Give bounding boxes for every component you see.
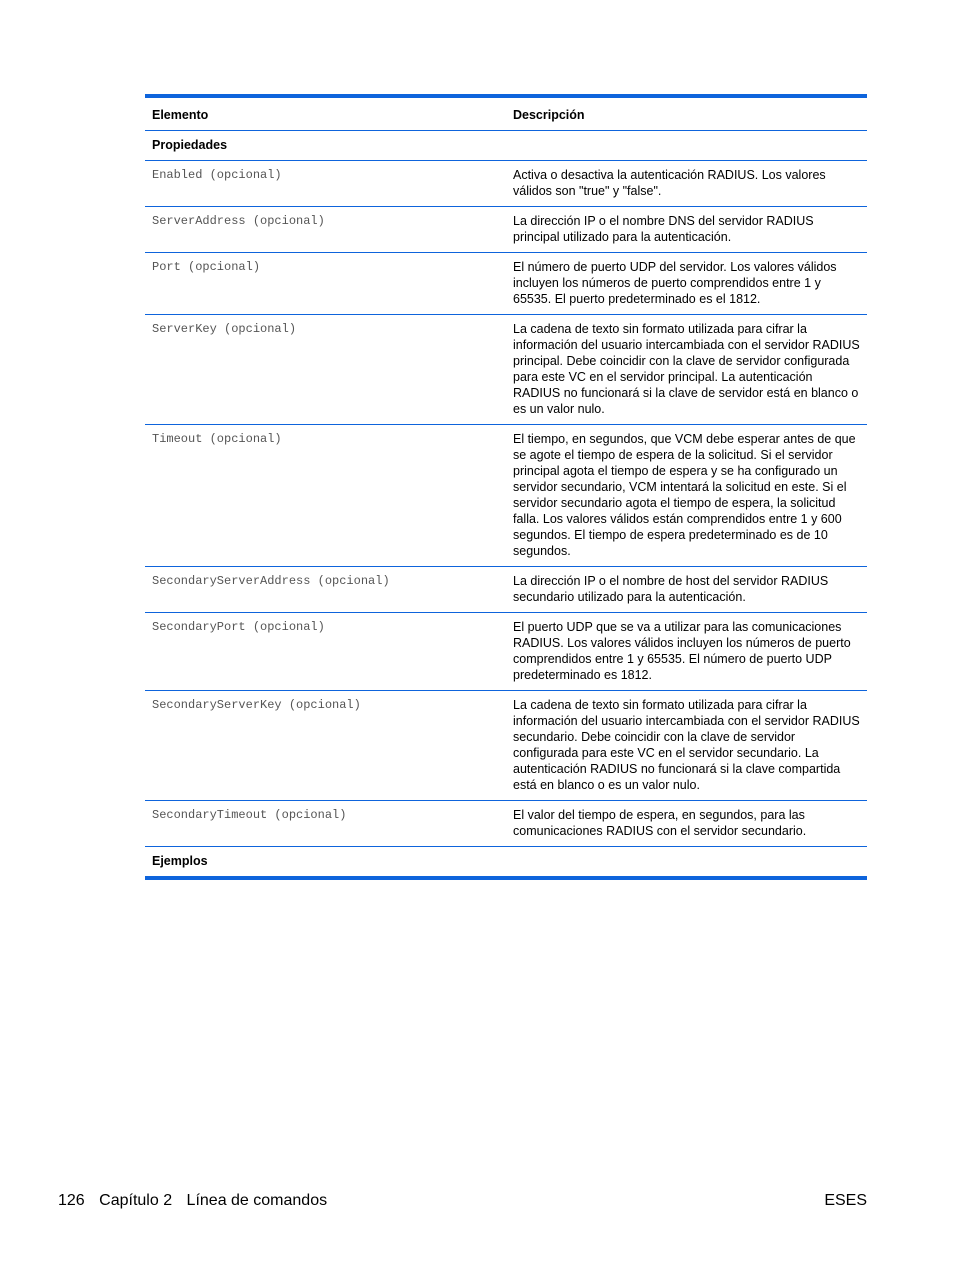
chapter-label: Capítulo 2 bbox=[99, 1192, 173, 1209]
row-description: El número de puerto UDP del servidor. Los valores válidos incluyen los números de puerto comprendidos entre 1 y 65535. El puerto predeterminado es el 1812. bbox=[506, 253, 867, 315]
chapter-title: Línea de comandos bbox=[186, 1192, 328, 1209]
section-row-properties bbox=[145, 131, 867, 161]
row-element: Enabled (opcional) bbox=[145, 161, 506, 207]
row-element: SecondaryPort (opcional) bbox=[145, 613, 506, 691]
row-element: SecondaryServerKey (opcional) bbox=[145, 691, 506, 801]
row-description: El valor del tiempo de espera, en segundos, para las comunicaciones RADIUS con el servidor secundario. bbox=[506, 801, 867, 847]
section-label-properties: Propiedades bbox=[145, 131, 506, 161]
row-description: Activa o desactiva la autenticación RADIUS. Los valores válidos son "true" y "false". bbox=[506, 161, 867, 207]
table-row bbox=[145, 253, 867, 315]
header-element: Elemento bbox=[145, 96, 506, 131]
row-element: Port (opcional) bbox=[145, 253, 506, 315]
page-footer-left bbox=[58, 1191, 337, 1211]
row-description: La dirección IP o el nombre DNS del servidor RADIUS principal utilizado para la autenticación. bbox=[506, 207, 867, 253]
row-element: SecondaryTimeout (opcional) bbox=[145, 801, 506, 847]
section-row-examples bbox=[145, 847, 867, 879]
table-row bbox=[145, 801, 867, 847]
row-element: ServerKey (opcional) bbox=[145, 315, 506, 425]
row-description: La dirección IP o el nombre de host del servidor RADIUS secundario utilizado para la autenticación. bbox=[506, 567, 867, 613]
table-row bbox=[145, 613, 867, 691]
parameters-table-container bbox=[145, 94, 867, 880]
table-row bbox=[145, 315, 867, 425]
row-element: SecondaryServerAddress (opcional) bbox=[145, 567, 506, 613]
table-row bbox=[145, 161, 867, 207]
parameters-table bbox=[145, 94, 867, 880]
row-description: La cadena de texto sin formato utilizada para cifrar la información del usuario intercambiada con el servidor RADIUS secundario. Debe coincidir con la clave de servidor configurada para este VC en el servidor secundario. La autenticación RADIUS no funcionará si la clave compartida está en blanco o es un valor nulo. bbox=[506, 691, 867, 801]
row-element: ServerAddress (opcional) bbox=[145, 207, 506, 253]
footer-locale: ESES bbox=[824, 1192, 867, 1209]
row-description: El tiempo, en segundos, que VCM debe esperar antes de que se agote el tiempo de espera de la solicitud. Si el servidor principal agota el tiempo de espera y se ha configurado un servidor secundario, VCM intentará la solicitud en este. Si el servidor secundario agota el tiempo de espera, la solicitud falla. Los valores válidos están comprendidos entre 1 y 600 segundos. El tiempo de espera predeterminado es de 10 segundos. bbox=[506, 425, 867, 567]
table-row bbox=[145, 207, 867, 253]
page-number: 126 bbox=[58, 1192, 85, 1209]
row-description: El puerto UDP que se va a utilizar para las comunicaciones RADIUS. Los valores válidos incluyen los números de puerto comprendidos entre 1 y 65535. El número de puerto UDP predeterminado es 1812. bbox=[506, 613, 867, 691]
table-row bbox=[145, 425, 867, 567]
table-row bbox=[145, 567, 867, 613]
table-header-row bbox=[145, 96, 867, 131]
header-description: Descripción bbox=[506, 96, 867, 131]
table-row bbox=[145, 691, 867, 801]
row-element: Timeout (opcional) bbox=[145, 425, 506, 567]
row-description: La cadena de texto sin formato utilizada para cifrar la información del usuario intercambiada con el servidor RADIUS principal. Debe coincidir con la clave de servidor configurada para este VC en el servidor principal. La autenticación RADIUS no funcionará si la clave de servidor está en blanco o es un valor nulo. bbox=[506, 315, 867, 425]
section-label-examples: Ejemplos bbox=[145, 847, 506, 879]
